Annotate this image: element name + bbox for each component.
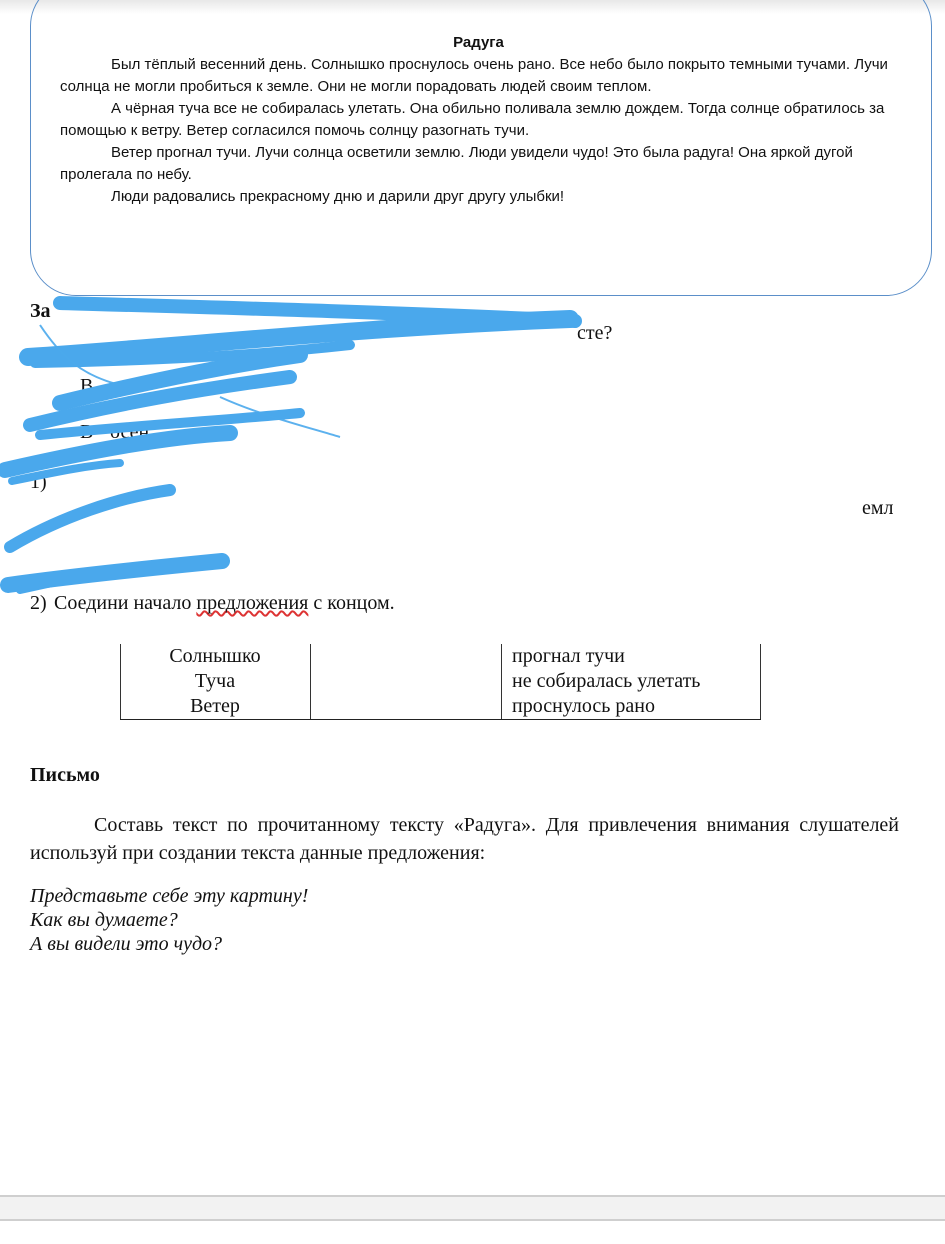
text-fragment: В <box>80 421 94 443</box>
prompt-sentence: А вы видели это чудо? <box>30 933 223 955</box>
story-paragraph-3: Ветер прогнал тучи. Лучи солнца осветили землю. Люди увидели чудо! Это была радуга! Она яркой дугой пролегала по небу. <box>60 144 853 183</box>
sentence-start: Солнышко <box>169 645 261 667</box>
task2-heading <box>30 592 395 615</box>
writing-instruction: Составь текст по прочитанному тексту «Радуга». Для привлечения внимания слушателей используй при создании текста данные предложения: <box>30 814 899 864</box>
page-divider <box>0 1219 945 1221</box>
text-fragment: сте? <box>577 322 613 344</box>
story-paragraph-1: Был тёплый весенний день. Солнышко проснулось очень рано. Все небо было покрыто темными тучами. Лучи солнца не могли пробиться к земле. Они не могли порадовать людей своим теплом. <box>60 56 888 95</box>
matching-table <box>120 644 761 720</box>
misspelled-word: предложения <box>196 592 309 614</box>
sentence-start: Ветер <box>190 695 240 717</box>
sentence-end: прогнал тучи <box>512 645 625 667</box>
text-fragment: В <box>80 375 94 397</box>
prompt-sentence: Представьте себе эту картину! <box>30 885 309 907</box>
story-paragraph-2: А чёрная туча все не собиралась улетать. Она обильно поливала землю дождем. Тогда солнце обратилось за помощью к ветру. Ветер согласился помочь солнцу разогнать тучи. <box>60 100 885 139</box>
story-textbox <box>30 0 932 296</box>
writing-heading: Письмо <box>30 764 100 786</box>
text-fragment: осен <box>110 421 150 443</box>
writing-prompts <box>30 884 308 956</box>
task2-number: 2) <box>30 592 47 614</box>
table-border <box>501 644 502 719</box>
sentence-start: Туча <box>194 670 236 692</box>
text-fragment: емл <box>862 497 894 519</box>
sentence-end: проснулось рано <box>512 695 655 717</box>
page-gap <box>0 1197 945 1219</box>
text-fragment: 1) <box>30 471 47 493</box>
scribble-redaction <box>0 285 945 605</box>
prompt-sentence: Как вы думаете? <box>30 909 178 931</box>
table-border <box>310 644 311 719</box>
story-paragraph-4: Люди радовались прекрасному дню и дарили друг другу улыбки! <box>111 188 565 205</box>
task2-text: Соедини начало <box>54 592 197 614</box>
task-heading-fragment: За <box>30 300 51 322</box>
sentence-end: не собиралась улетать <box>512 670 701 692</box>
task2-text-end: с концом. <box>308 592 395 614</box>
story-title: Радуга <box>453 34 504 51</box>
